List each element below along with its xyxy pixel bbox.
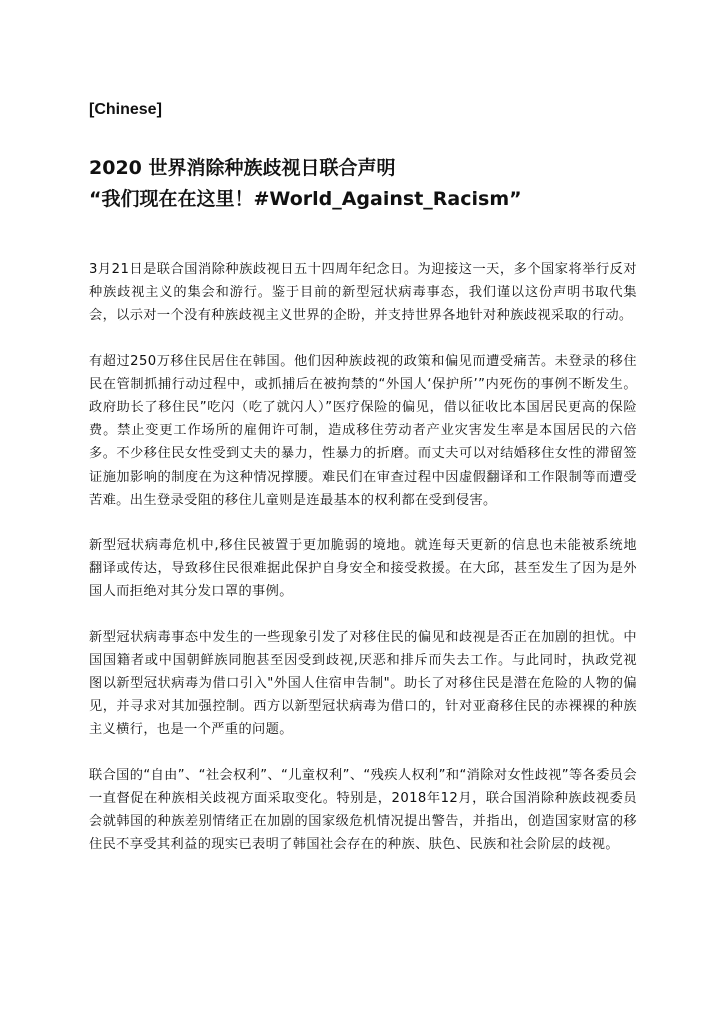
title-line-1: 2020 世界消除种族歧视日联合声明 xyxy=(89,157,396,179)
statement-title xyxy=(89,153,637,215)
paragraph-1: 3月21日是联合国消除种族歧视日五十四周年纪念日。为迎接这一天，多个国家将举行反对种族歧视主义的集会和游行。鉴于目前的新型冠状病毒事态，我们谨以这份声明书取代集会，以示对一个没有种族歧视主义世界的企盼，并支持世界各地针对种族歧视采取的行动。 xyxy=(89,262,637,324)
paragraph-5: 联合国的“自由”、“社会权利”、“儿童权利”、“残疾人权利”和“消除对女性歧视”等各委员会一直督促在种族相关歧视方面采取变化。特别是，2018年12月，联合国消除种族歧视委员会就韩国的种族差别情绪正在加剧的国家级危机情况提出警告，并指出，创造国家财富的移住民不享受其利益的现实已表明了韩国社会存在的种族、肤色、民族和社会阶层的歧视。 xyxy=(89,767,637,853)
title-line-2: “我们现在在这里！#World_Against_Racism” xyxy=(89,188,522,210)
language-tag: [Chinese] xyxy=(89,101,162,118)
paragraph-2: 有超过250万移住民居住在韩国。他们因种族歧视的政策和偏见而遭受痛苦。未登录的移住民在管制抓捕行动过程中，或抓捕后在被拘禁的“外国人‘保护所’”内死伤的事例不断发生。政府助长了移住民”吃闪（吃了就闪人）”医疗保险的偏见，借以征收比本国居民更高的保险费。禁止变更工作场所的雇佣许可制，造成移住劳动者产业灾害发生率是本国居民的六倍多。不少移住民女性受到丈夫的暴力，性暴力的折磨。而丈夫可以对结婚移住女性的滞留签证施加影响的制度在为这种情况撑腰。难民们在审查过程中因虚假翻译和工作限制等而遭受苦难。出生登录受阻的移住儿童则是连最基本的权利都在受到侵害。 xyxy=(89,353,637,508)
paragraph-4: 新型冠状病毒事态中发生的一些现象引发了对移住民的偏见和歧视是否正在加剧的担忧。中国国籍者或中国朝鲜族同胞甚至因受到歧视,厌恶和排斥而失去工作。与此同时，执政党视图以新型冠状病毒为借口引入"外国人住宿申告制"。助长了对移住民是潜在危险的人物的偏见，并寻求对其加强控制。西方以新型冠状病毒为借口的，针对亚裔移住民的赤裸裸的种族主义横行，也是一个严重的问题。 xyxy=(89,629,637,738)
statement-body xyxy=(89,258,637,856)
document-page xyxy=(89,100,637,878)
paragraph-3: 新型冠状病毒危机中,移住民被置于更加脆弱的境地。就连每天更新的信息也未能被系统地翻译或传达，导致移住民很难据此保护自身安全和接受救援。在大邱，甚至发生了因为是外国人而拒绝对其分发口罩的事例。 xyxy=(89,538,637,600)
